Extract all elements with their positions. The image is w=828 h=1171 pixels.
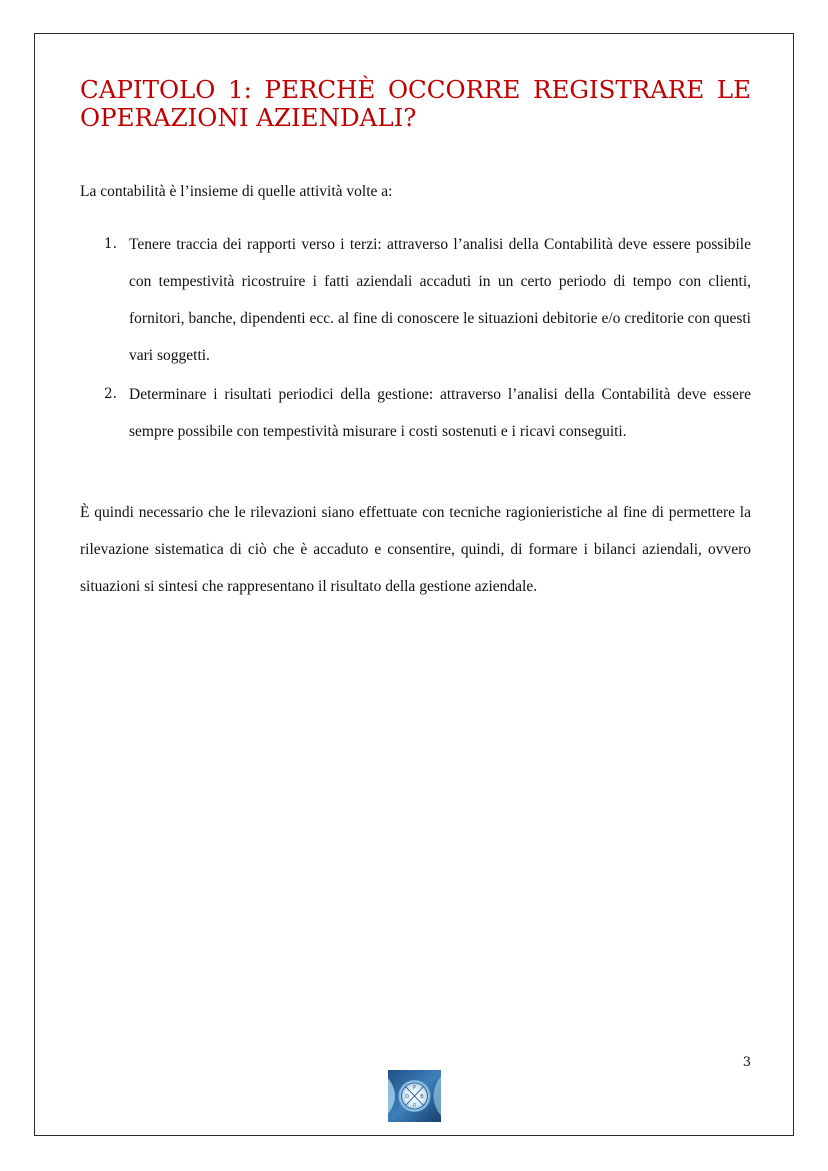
svg-text:P: P xyxy=(412,1085,417,1091)
dpb-logo-icon xyxy=(388,1070,441,1122)
list-item xyxy=(80,226,751,374)
svg-text:IT: IT xyxy=(412,1103,417,1108)
list-item-text: Determinare i risultati periodici della gestione: attraverso l’analisi della Contabilità deve essere sempre possibile con tempestività misurare i costi sostenuti e i ricavi conseguiti. xyxy=(129,386,751,440)
list-item xyxy=(80,376,751,450)
closing-paragraph: È quindi necessario che le rilevazioni siano effettuate con tecniche ragionieristiche al fine di permettere la rilevazione sistematica di ciò che è accaduto e consentire, quindi, di formare i bilanci aziendali, ovvero situazioni si sintesi che rappresentano il risultato della gestione aziendale. xyxy=(80,504,751,595)
svg-text:B: B xyxy=(420,1094,424,1100)
list-number: 1. xyxy=(104,236,117,252)
chapter-title: CAPITOLO 1: PERCHÈ OCCORRE REGISTRARE LE OPERAZIONI AZIENDALI? xyxy=(80,75,751,132)
list-item-text: Tenere traccia dei rapporti verso i terzi: attraverso l’analisi della Contabilità deve essere possibile con tempestività ricostruire i fatti aziendali accaduti in un certo periodo di tempo con clienti, fornitori, banche, dipendenti ecc. al fine di conoscere le situazioni debitorie e/o creditorie con questi vari soggetti. xyxy=(129,236,751,364)
list-number: 2. xyxy=(104,386,117,402)
intro-paragraph: La contabilità è l’insieme di quelle attività volte a: xyxy=(80,183,393,200)
numbered-list xyxy=(80,226,751,452)
svg-text:D: D xyxy=(405,1094,409,1100)
page-number: 3 xyxy=(742,1055,751,1070)
